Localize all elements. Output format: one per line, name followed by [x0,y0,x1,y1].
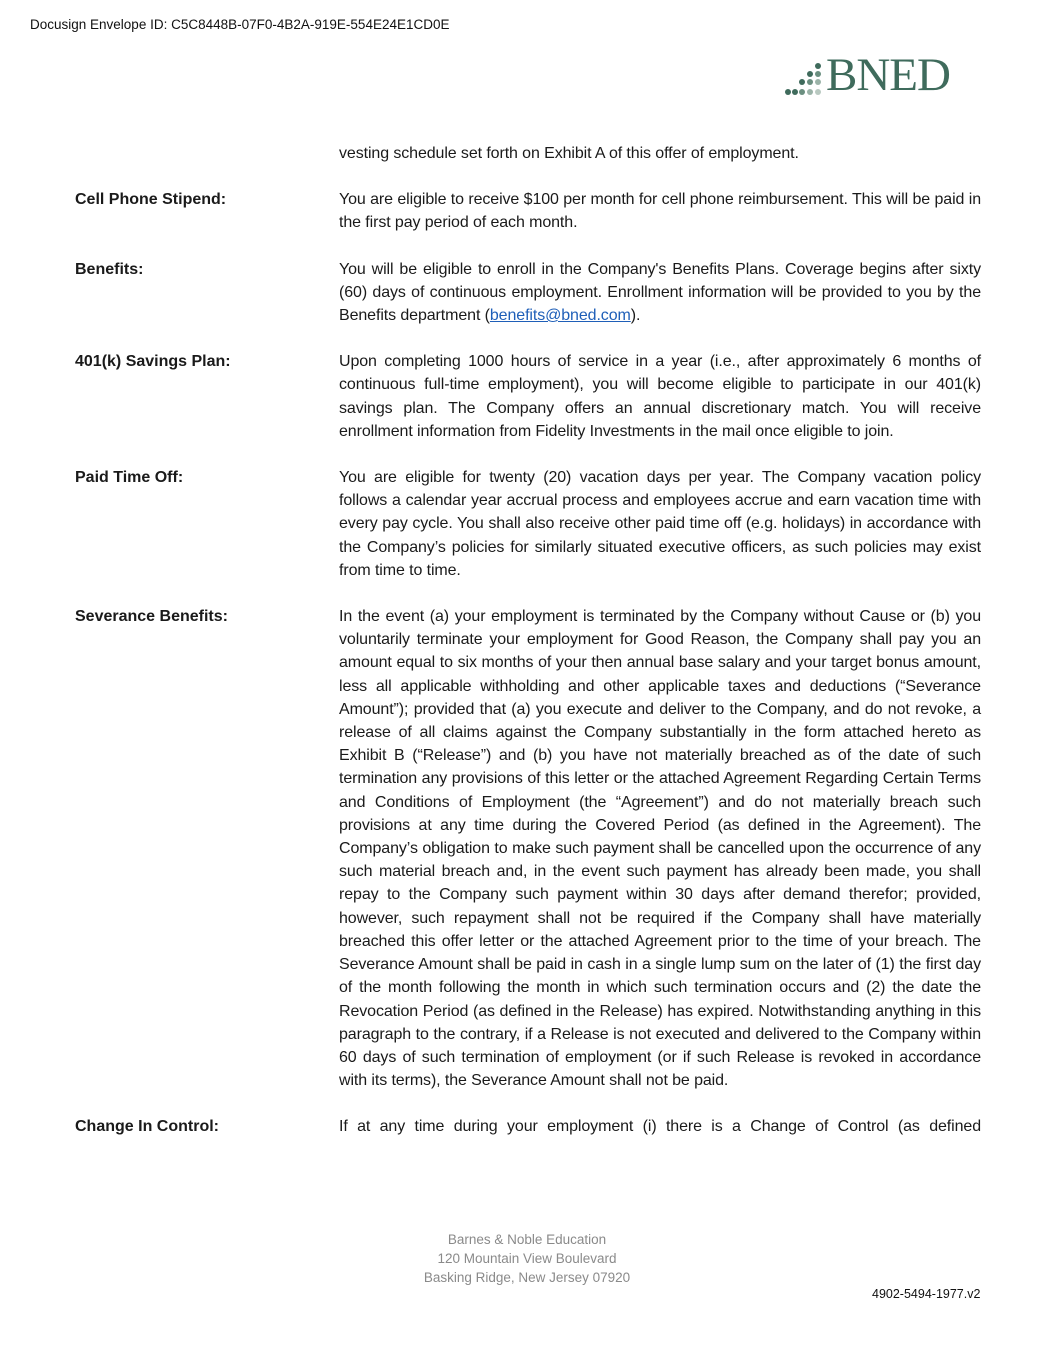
section-paid-time-off [75,466,981,582]
intro-continuation-row [75,142,981,165]
section-label: Severance Benefits: [75,608,228,626]
section-text: You will be eligible to enroll in the Company's Benefits Plans. Coverage begins after sixty (60) days of continuous employment. Enrollment information will be provided to you by the Benefits department (benefits@bned.com). [339,260,981,325]
section-label: Cell Phone Stipend: [75,191,227,209]
section-text: In the event (a) your employment is terminated by the Company without Cause or (b) you voluntarily terminate your employment for Good Reason, the Company shall pay you an amount equal to six months of your then annual base salary and your target bonus amount, less all applicable withholding and other applicable taxes and deductions (“Severance Amount”); provided that (a) you execute and deliver to the Company, and do not revoke, a release of all claims against the Company substantially in the form attached hereto as Exhibit B (“Release”) and (b) you have not materially breached as of the date of such termination any provisions of this letter or the attached Agreement Regarding Certain Terms and Conditions of Employment (the “Agreement”) and do not materially breach such provisions at any time during the Covered Period (as defined in the Agreement). The Company’s obligation to make such payment shall be cancelled upon the occurrence of any such material breach and, in the event such payment has already been made, you shall repay to the Company such payment within 30 days after demand therefor; provided, however, such repayment shall not be required if the Company shall have materially breached this offer letter or the attached Agreement prior to the time of your breach. The Severance Amount shall be paid in cash in a single lump sum on the later of (1) the first day of the month following the month in which such termination occurs and (2) the date the Revocation Period (as defined in the Release) has expired. Notwithstanding anything in this paragraph to the contrary, if a Release is not executed and delivered to the Company within 60 days of such termination of employment (or if such Release is revoked in accordance with its terms), the Severance Amount shall not be paid. [339,608,981,1090]
docusign-envelope-id: Docusign Envelope ID: C5C8448B-07F0-4B2A-919E-554E24E1CD0E [30,17,450,32]
section-text: You are eligible to receive $100 per month for cell phone reimbursement. This will be paid in the first pay period of each month. [339,191,981,232]
logo-dots-icon [784,60,824,100]
section-401k-savings-plan [75,350,981,443]
footer-city: Basking Ridge, New Jersey 07920 [423,1270,631,1285]
benefits-email-link[interactable]: benefits@bned.com [489,307,631,325]
section-change-in-control [75,1115,981,1138]
section-cell-phone-stipend [75,188,981,234]
document-body [75,142,981,1162]
footer-street: 120 Mountain View Boulevard [437,1251,617,1266]
section-label: Benefits: [75,260,144,278]
bned-logo [784,49,974,102]
logo-text: BNED [826,49,950,101]
document-number: 4902-5494-1977.v2 [872,1287,981,1301]
section-text: If at any time during your employment (i) there is a Change of Control (as defined [339,1118,981,1136]
section-label: 401(k) Savings Plan: [75,353,231,371]
section-label: Change In Control: [75,1118,219,1136]
section-label: Paid Time Off: [75,469,184,487]
section-text: You are eligible for twenty (20) vacation days per year. The Company vacation policy follows a calendar year accrual process and employees accrue and earn vacation time with every pay cycle. You shall also receive other paid time off (e.g. holidays) in accordance with the Company’s policies for similarly situated executive officers, as such policies may exist from time to time. [339,469,981,579]
section-text: Upon completing 1000 hours of service in a year (i.e., after approximately 6 months of continuous full-time employment), you will become eligible to participate in our 401(k) savings plan. The Company offers an annual discretionary match. You will receive enrollment information from Fidelity Investments in the mail once eligible to join. [339,353,981,440]
section-severance-benefits [75,605,981,1092]
section-benefits [75,258,981,328]
intro-continuation: vesting schedule set forth on Exhibit A of this offer of employment. [339,145,799,162]
footer-company: Barnes & Noble Education [447,1232,607,1247]
